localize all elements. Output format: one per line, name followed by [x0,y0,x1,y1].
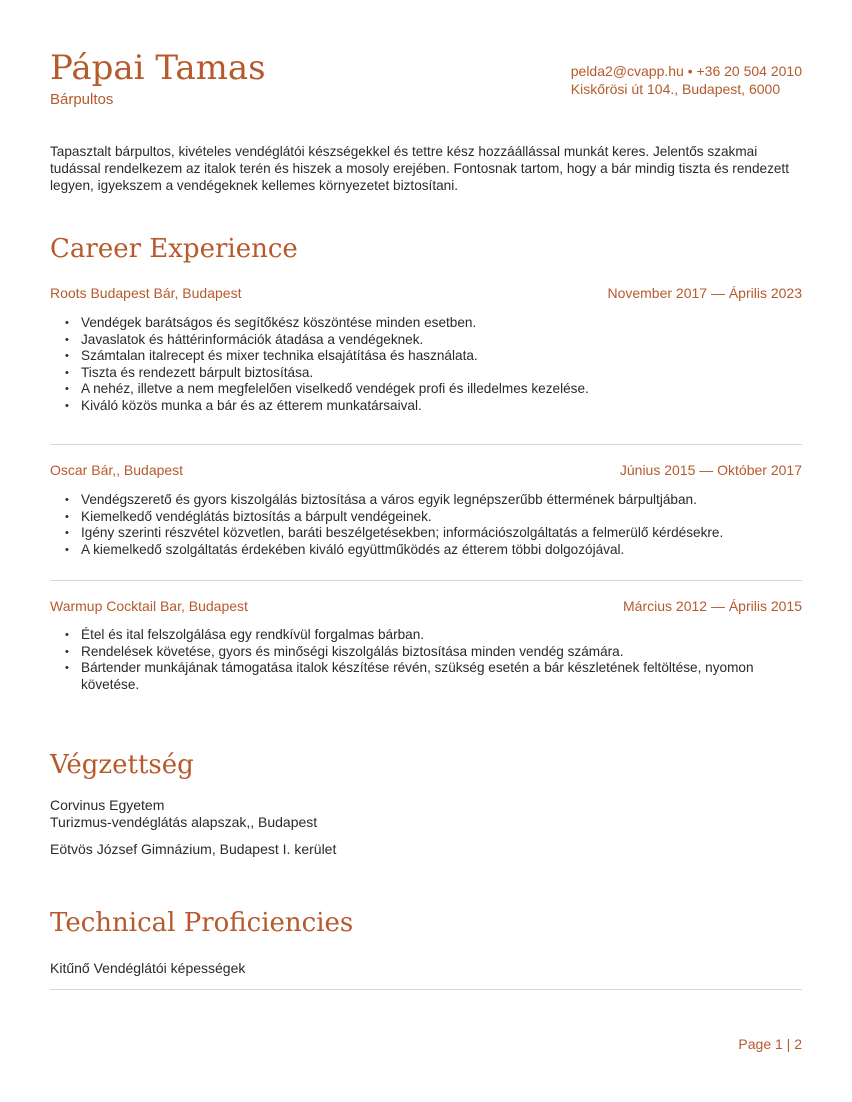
list-item: • A kiemelkedő szolgáltatás érdekében kiváló együttműködés az étterem többi dolgozójával. [50,542,802,559]
job-bullets [50,492,802,558]
list-item: • Bártender munkájának támogatása italok készítése révén, szükség esetén a bár készletének feltöltése, nyomon követése. [50,660,770,693]
section-title-experience: Career Experience [50,234,298,264]
section-title-skills: Technical Proficiencies [50,908,354,938]
education-school-2: Eötvös József Gimnázium, Budapest I. kerület [50,841,337,857]
list-item: • Javaslatok és háttérinformációk átadása a vendégeknek. [50,332,802,349]
divider [50,989,802,990]
job-header [50,597,802,615]
page-number: Page 1 | 2 [738,1036,802,1052]
job-header [50,461,802,479]
list-item: • Étel és ital felszolgálása egy rendkívül forgalmas bárban. [50,627,770,644]
job-dates: November 2017 — Április 2023 [607,285,802,301]
list-item: • Kiváló közös munka a bár és az étterem munkatársaival. [50,398,802,415]
list-item: • Vendégek barátságos és segítőkész köszöntése minden esetben. [50,315,802,332]
contact-email-phone: pelda2@cvapp.hu • +36 20 504 2010 [570,63,802,79]
list-item: • Számtalan italrecept és mixer technika elsajátítása és használata. [50,348,802,365]
job-company: Roots Budapest Bár, Budapest [50,285,242,301]
job-dates: Június 2015 — Október 2017 [619,462,802,478]
job-header [50,284,802,302]
list-item: • Kiemelkedő vendéglátás biztosítás a bárpult vendégeinek. [50,509,802,526]
divider [50,580,802,581]
list-item: • Vendégszerető és gyors kiszolgálás biztosítása a város egyik legnépszerűbb éttermének bárpultjában. [50,492,802,509]
education-school: Corvinus Egyetem [50,797,165,813]
list-item: • Rendelések követése, gyors és minőségi kiszolgálás biztosítása minden vendég számára. [50,644,770,661]
candidate-role: Bárpultos [50,91,114,108]
education-degree: Turizmus-vendéglátás alapszak,, Budapest [50,814,318,830]
contact-block [571,62,802,98]
candidate-name: Pápai Tamas [50,48,266,88]
list-item: • A nehéz, illetve a nem megfelelően viselkedő vendégek profi és illedelmes kezelése. [50,381,802,398]
summary-paragraph: Tapasztalt bárpultos, kivételes vendéglátói készségekkel és tettre kész hozzáállással munkát keres. Jelentős szakmai tudással rendelkezem az italok terén és hiszek a mosoly erejében. Fontosnak tartom, hogy a bár mindig tiszta és rendezett legyen, igyekszem a vendégeknek kellemes környezetet biztosítani. [50,144,789,193]
job-bullets [50,315,802,415]
divider [50,444,802,445]
resume-page [50,0,802,1102]
section-title-education: Végzettség [50,750,194,780]
job-company: Warmup Cocktail Bar, Budapest [50,598,248,614]
contact-address: Kiskőrösi út 104., Budapest, 6000 [570,81,781,97]
job-company: Oscar Bár,, Budapest [50,462,184,478]
list-item: • Igény szerinti részvétel közvetlen, baráti beszélgetésekben; információszolgáltatás a felmerülő kérdésekre. [50,525,802,542]
job-dates: Március 2012 — Április 2015 [623,598,802,614]
skill-item: Kitűnő Vendéglátói képességek [50,960,246,976]
job-bullets [50,627,770,693]
list-item: • Tiszta és rendezett bárpult biztosítása. [50,365,802,382]
